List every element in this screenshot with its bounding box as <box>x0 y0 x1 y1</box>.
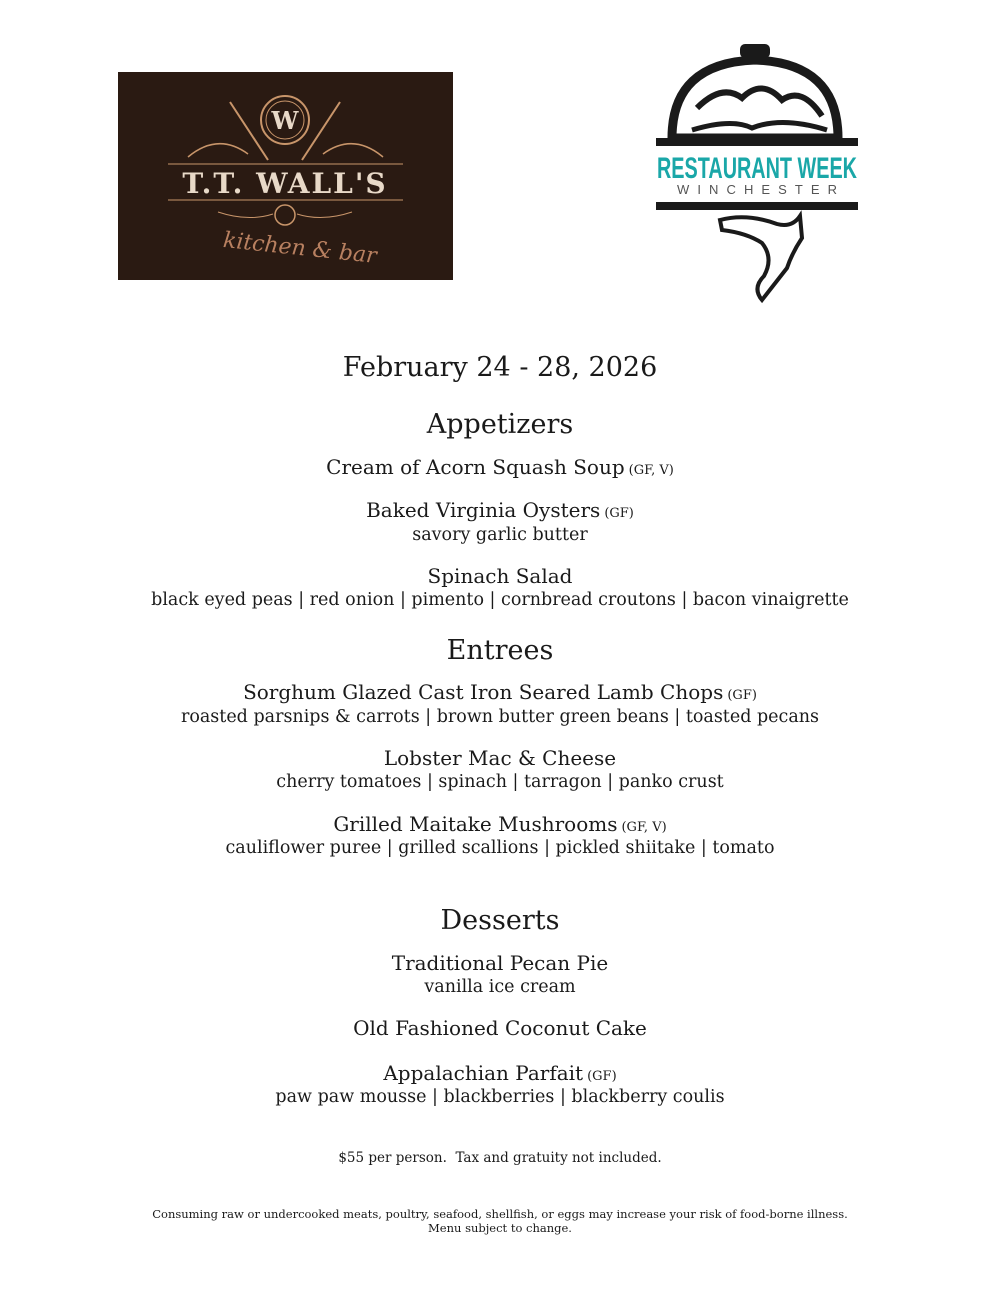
item-name-text: Spinach Salad <box>427 564 573 588</box>
section-title-appetizers: Appetizers <box>426 409 574 440</box>
menu-item-name <box>0 1016 1000 1040</box>
menu-item-name <box>0 1061 1000 1085</box>
price-note: $55 per person. Tax and gratuity not included. <box>338 1150 662 1166</box>
dietary-tag: (GF) <box>587 1069 617 1084</box>
menu-item-description: savory garlic butter <box>412 525 588 545</box>
item-name-text: Cream of Acorn Squash Soup <box>326 455 625 479</box>
menu-item-description: vanilla ice cream <box>424 977 576 997</box>
disclaimer-line-2: Menu subject to change. <box>428 1221 572 1235</box>
item-name-text: Traditional Pecan Pie <box>391 951 609 975</box>
menu-item-description: cherry tomatoes | spinach | tarragon | panko crust <box>276 772 724 792</box>
item-name-text: Grilled Maitake Mushrooms <box>333 812 618 836</box>
dietary-tag: (GF) <box>604 506 634 521</box>
section-title-entrees: Entrees <box>446 635 554 666</box>
tt-walls-emblem-icon <box>118 72 453 280</box>
menu-item-description: black eyed peas | red onion | pimento | cornbread croutons | bacon vinaigrette <box>151 590 849 610</box>
cloche-icon <box>652 38 862 308</box>
menu-item-name <box>0 680 1000 704</box>
restaurant-week-title: RESTAURANT WEEK <box>657 152 858 185</box>
menu-item-description: cauliflower puree | grilled scallions | pickled shiitake | tomato <box>225 838 775 858</box>
menu-item-name <box>0 564 1000 588</box>
item-name-text: Old Fashioned Coconut Cake <box>353 1016 647 1040</box>
menu-item-description: paw paw mousse | blackberries | blackberry coulis <box>275 1087 725 1107</box>
menu-item-name <box>0 455 1000 479</box>
item-name-text: Baked Virginia Oysters <box>366 498 601 522</box>
item-name-text: Lobster Mac & Cheese <box>383 746 617 770</box>
dietary-tag: (GF, V) <box>628 463 674 478</box>
menu-item-name <box>0 498 1000 522</box>
restaurant-week-subtitle: WINCHESTER <box>677 182 837 197</box>
dietary-tag: (GF, V) <box>621 820 667 835</box>
restaurant-week-logo <box>652 38 862 308</box>
item-name-text: Appalachian Parfait <box>383 1061 584 1085</box>
dietary-tag: (GF) <box>727 688 757 703</box>
menu-date: February 24 - 28, 2026 <box>342 352 658 383</box>
menu-item-name <box>0 746 1000 770</box>
section-title-desserts: Desserts <box>440 905 560 936</box>
item-name-text: Sorghum Glazed Cast Iron Seared Lamb Chops <box>243 680 724 704</box>
menu-item-description: roasted parsnips & carrots | brown butter green beans | toasted pecans <box>180 707 820 727</box>
disclaimer <box>0 1207 1000 1235</box>
disclaimer-line-1: Consuming raw or undercooked meats, poultry, seafood, shellfish, or eggs may increase your risk of food-borne illness. <box>152 1207 848 1221</box>
tt-walls-logo <box>118 72 453 280</box>
tt-walls-monogram: W <box>271 106 299 135</box>
menu-item-name <box>0 951 1000 975</box>
menu-item-name <box>0 812 1000 836</box>
tt-walls-name: T.T. WALL'S <box>182 167 388 200</box>
tt-walls-tagline: kitchen & bar <box>221 228 378 269</box>
